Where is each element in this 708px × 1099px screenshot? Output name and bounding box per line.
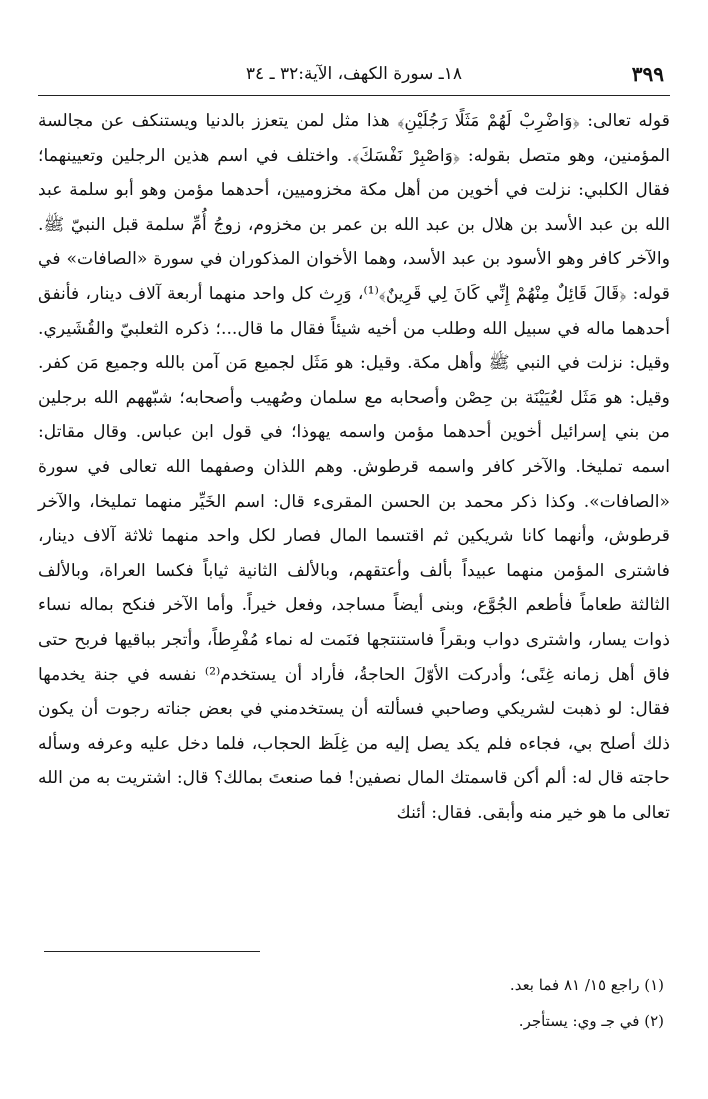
main-text [38,104,670,830]
page-number: ٣٩٩ [631,62,664,86]
page-header [38,62,670,92]
footnote-2: (٢) في جـ وي: يستأجر. [518,1012,664,1030]
footnote-1: (١) راجع ١٥/ ٨١ فما بعد. [509,976,664,994]
header-rule [38,95,670,96]
footnote-rule [44,951,260,952]
paragraph: قوله تعالى: ﴿وَاضْرِبْ لَهُمْ مَثَلًا رَجُلَيْنِ﴾ هذا مثل لمن يتعزز بالدنيا ويستنكف عن مجالسة المؤمنين، وهو متصل بقوله: ﴿وَاصْبِرْ نَفْسَكَ﴾. واختلف في اسم هذين الرجلين وتعيينهما؛ فقال الكلبي: نزلت في أخوين من أهل مكة مخزوميين، أحدهما مؤمن وهو أبو سلمة عبد الله بن عبد الأسد بن هلال بن عبد الله بن عمر بن مخزوم، زوجُ أُمِّ سلمة قبل النبيّ ﷺ. والآخر كافر وهو الأسود بن عبد الأسد، وهما الأخوان المذكوران في سورة «الصافات» في قوله: ﴿قَالَ قَائِلٌ مِنْهُمْ إِنِّي كَانَ لِي قَرِينٌ﴾⁽¹⁾، وَرِث كل واحد منهما أربعة آلاف دينار، فأنفق أحدهما ماله في سبيل الله وطلب من أخيه شيئاً فقال ما قال...؛ ذكره الثعلبيّ والقُشَيري. وقيل: نزلت في النبي ﷺ وأهل مكة. وقيل: هو مَثَل لجميع مَن آمن بالله وجميع مَن كفر. وقيل: هو مَثَل لعُيَيْنَة بن حِصْن وأصحابه مع سلمان وصُهيب وأصحابه؛ شبّههم الله برجلين من بني إسرائيل أخوين أحدهما مؤمن واسمه يهوذا؛ في قول ابن عباس. وقال مقاتل: اسمه تمليخا. والآخر كافر واسمه قرطوش. وهم اللذان وصفهما الله تعالى في سورة «الصافات». وكذا ذكر محمد بن الحسن المقرىء قال: اسم الخَيِّر منهما تمليخا، والآخر قرطوش، وأنهما كانا شريكين ثم اقتسما المال فصار لكل واحد منهما ثلاثة آلاف دينار، فاشترى المؤمن منهما عبيداً بألف وأعتقهم، وبالألف الثانية ثياباً فكسا العراة، وبالألف الثالثة طعاماً فأطعم الجُوَّع، وبنى أيضاً مساجد، وفعل خيراً. وأما الآخر فنكح بماله نساء ذوات يسار، واشترى دواب وبقراً فاستنتجها فنَمت له نماء مُفْرِطاً، وأتجر بباقيها فربح حتى فاق أهل زمانه غِنًى؛ وأدركت الأوّلَ الحاجةُ، فأراد أن يستخدم⁽²⁾ نفسه في جنة يخدمها فقال: لو ذهبت لشريكي وصاحبي فسألته أن يستخدمني في بعض جناته رجوت أن يكون ذلك أصلح بي، فجاءه فلم يكد يصل إليه من غِلَظ الحجاب، فلما دخل عليه وعرفه وسأله حاجته قال له: ألم أكن قاسمتك المال نصفين! فما صنعتَ بمالك؟ قال: اشتريت به من الله تعالى ما هو خير منه وأبقى. فقال: أئنك [38,111,670,823]
footnotes [38,967,664,1039]
chapter-verse-line: ١٨ـ سورة الكهف، الآية:٣٢ ـ ٣٤ [245,64,463,84]
book-page [38,62,670,1062]
